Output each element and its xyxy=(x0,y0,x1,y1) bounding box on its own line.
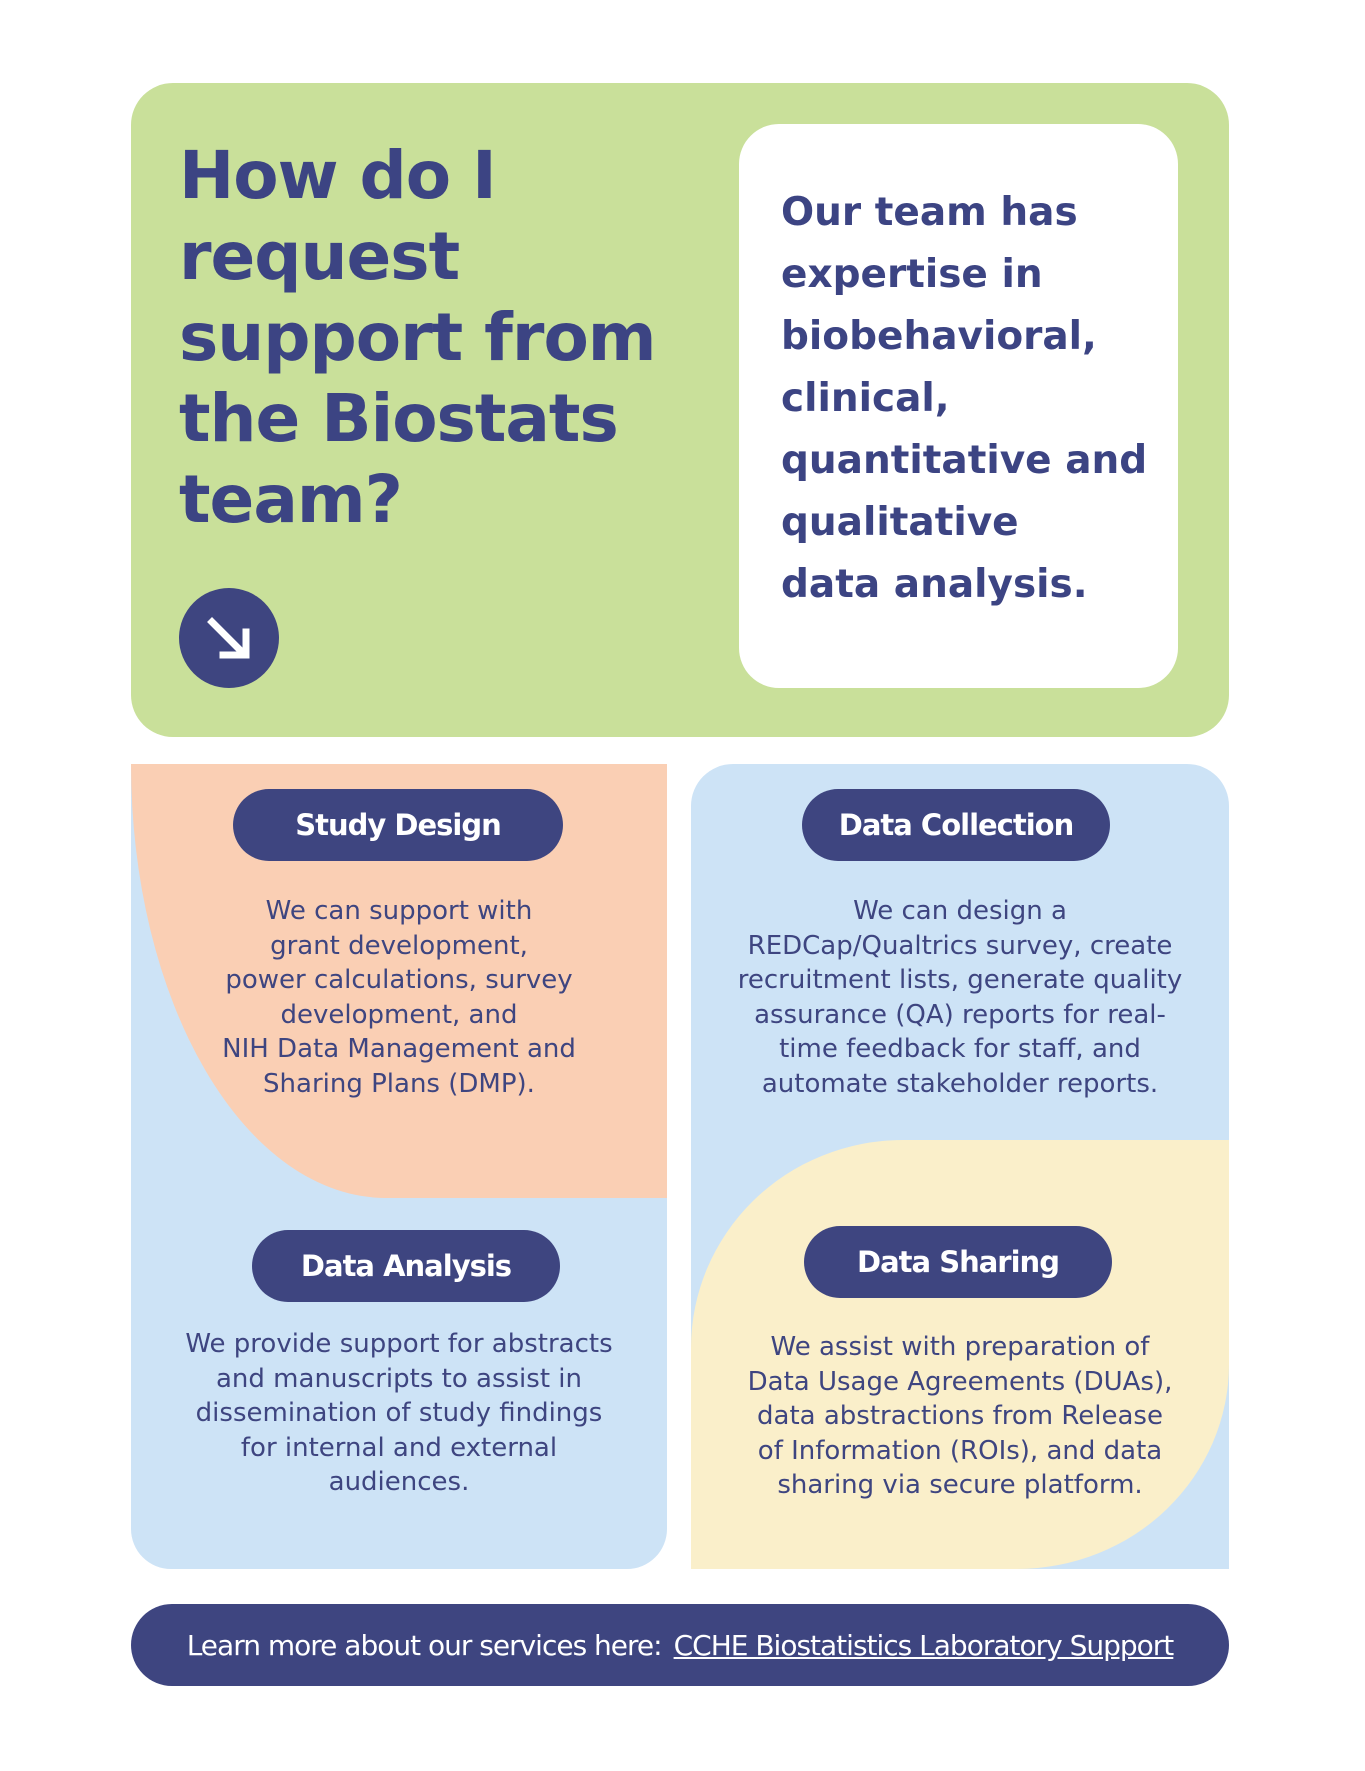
description-line: data abstractions from Release xyxy=(757,1401,1163,1431)
expertise-line: expertise in xyxy=(781,252,1043,297)
description-line: power calculations, survey xyxy=(225,965,573,995)
description-line: development, and xyxy=(280,999,518,1030)
data-collection-description xyxy=(700,894,1220,1101)
description-line: recruitment lists, generate quality xyxy=(737,965,1183,995)
data-collection-label: Data Collection xyxy=(838,808,1074,842)
right-services-card xyxy=(691,764,1229,1569)
title-line: team? xyxy=(179,461,402,538)
study-design-pill xyxy=(233,789,563,861)
page-title xyxy=(179,135,679,540)
description-line: sharing via secure platform. xyxy=(777,1470,1143,1500)
data-analysis-label: Data Analysis xyxy=(300,1249,512,1283)
expertise-card xyxy=(739,124,1178,688)
study-design-label: Study Design xyxy=(295,808,501,842)
description-line: for internal and external xyxy=(240,1432,558,1463)
footer-banner xyxy=(131,1604,1229,1686)
description-line: We provide support for abstracts xyxy=(185,1329,613,1359)
expertise-line: biobehavioral, xyxy=(781,314,1097,359)
data-analysis-description xyxy=(149,1327,649,1500)
description-line: Data Usage Agreements (DUAs), xyxy=(747,1366,1173,1397)
expertise-line: clinical, xyxy=(781,376,950,421)
description-line: time feedback for staff, and xyxy=(779,1034,1141,1064)
arrow-down-right-icon xyxy=(179,588,279,688)
description-line: of Information (ROIs), and data xyxy=(757,1435,1163,1466)
description-line: We assist with preparation of xyxy=(770,1332,1150,1362)
data-analysis-pill xyxy=(252,1230,560,1302)
description-line: REDCap/Qualtrics survey, create xyxy=(747,930,1173,961)
expertise-text xyxy=(781,182,1161,616)
description-line: Sharing Plans (DMP). xyxy=(263,1068,535,1099)
description-line: We can design a xyxy=(853,896,1067,926)
study-design-description xyxy=(159,894,639,1101)
expertise-line: qualitative xyxy=(781,500,1019,545)
description-line: dissemination of study findings xyxy=(195,1398,603,1428)
description-line: and manuscripts to assist in xyxy=(216,1363,582,1394)
lab-support-link[interactable]: CCHE Biostatistics Laboratory Support xyxy=(673,1628,1174,1662)
title-line: request xyxy=(179,218,460,295)
title-line: How do I xyxy=(179,137,496,214)
footer-text: Learn more about our services here: xyxy=(186,1628,662,1662)
data-sharing-pill xyxy=(804,1226,1112,1298)
data-collection-pill xyxy=(802,789,1110,861)
expertise-line: Our team has xyxy=(781,190,1078,235)
data-sharing-description xyxy=(705,1330,1215,1503)
title-line: support from xyxy=(179,299,656,376)
description-line: NIH Data Management and xyxy=(222,1034,576,1064)
description-line: automate stakeholder reports. xyxy=(761,1068,1159,1099)
description-line: grant development, xyxy=(270,930,528,961)
data-sharing-label: Data Sharing xyxy=(857,1245,1059,1279)
description-line: audiences. xyxy=(328,1467,470,1497)
expertise-line: data analysis. xyxy=(781,562,1088,607)
expertise-line: quantitative and xyxy=(781,438,1148,483)
left-services-card xyxy=(131,764,667,1569)
description-line: assurance (QA) reports for real- xyxy=(754,999,1166,1030)
hero-panel xyxy=(131,83,1229,737)
description-line: We can support with xyxy=(265,896,533,926)
title-line: the Biostats xyxy=(179,380,618,457)
